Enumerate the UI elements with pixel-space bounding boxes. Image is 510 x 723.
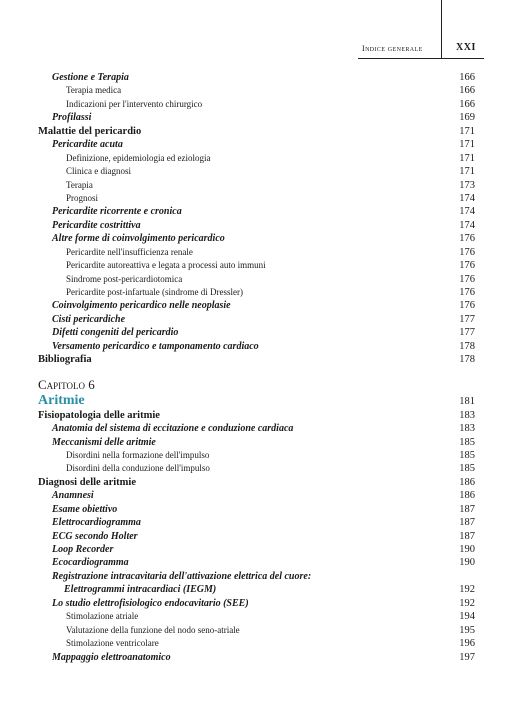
toc-entry[interactable] xyxy=(0,353,510,366)
toc-entry[interactable] xyxy=(0,489,510,502)
toc-entry-page: 187 xyxy=(459,517,475,529)
toc-entry-title: Pericardite costrittiva xyxy=(52,219,141,231)
toc-entry-page: 197 xyxy=(459,651,475,663)
toc-entry-title: Bibliografia xyxy=(38,354,92,366)
toc-entry-page: 166 xyxy=(459,85,475,97)
toc-entry-page: 174 xyxy=(459,219,475,231)
toc-entry-title: Malattie del pericardio xyxy=(38,125,142,137)
toc-entry[interactable] xyxy=(0,299,510,312)
toc-entry-page: 190 xyxy=(459,557,475,569)
header-vertical-rule xyxy=(441,0,442,58)
toc-entry[interactable] xyxy=(0,409,510,422)
toc-entry[interactable] xyxy=(0,651,510,664)
toc-entry-title: Mappaggio elettroanatomico xyxy=(52,651,171,663)
toc-entry-page: 196 xyxy=(459,638,475,650)
toc-entry-page: 174 xyxy=(459,192,475,204)
toc-entry-title: Clinica e diagnosi xyxy=(66,166,131,177)
toc-entry-title: Lo studio elettrofisiologico endocavitario (SEE) xyxy=(52,597,249,609)
toc-entry-title: Diagnosi delle aritmie xyxy=(38,476,136,488)
toc-entry-page: 192 xyxy=(459,584,475,596)
toc-entry-title: Disordini della conduzione dell'impulso xyxy=(66,463,210,474)
toc-entry-page: 183 xyxy=(459,423,475,435)
toc-entry[interactable] xyxy=(0,610,510,623)
toc-entry-title: Valutazione della funzione del nodo seno-atriale xyxy=(66,624,240,635)
toc-entry[interactable] xyxy=(0,98,510,111)
toc-section-aritmie xyxy=(0,409,510,664)
toc-entry-page: 176 xyxy=(459,246,475,258)
toc-entry[interactable] xyxy=(0,84,510,97)
toc-entry[interactable] xyxy=(0,556,510,569)
toc-entry-page: 187 xyxy=(459,530,475,542)
toc-entry[interactable] xyxy=(0,179,510,192)
toc-entry[interactable] xyxy=(0,165,510,178)
toc-entry-title: Terapia medica xyxy=(66,85,122,96)
toc-entry-page: 190 xyxy=(459,544,475,555)
toc-entry-page: 185 xyxy=(459,463,475,475)
chapter-spacer xyxy=(0,367,510,377)
toc-entry[interactable] xyxy=(0,138,510,151)
toc-entry[interactable] xyxy=(0,273,510,286)
toc-entry[interactable] xyxy=(0,637,510,650)
toc-entry-page: 166 xyxy=(459,98,475,110)
running-header-page-number: XXI xyxy=(456,42,476,53)
toc-entry-page: 178 xyxy=(459,354,475,366)
toc-entry-title: Cisti pericardiche xyxy=(52,313,126,325)
toc-entry-title: Indicazioni per l'intervento chirurgico xyxy=(66,98,203,109)
toc-entry-title: Esame obiettivo xyxy=(52,503,118,515)
toc-entry[interactable] xyxy=(0,232,510,245)
toc-entry-page: 169 xyxy=(459,112,475,124)
toc-entry-page: 186 xyxy=(459,490,475,502)
toc-entry-title: Loop Recorder xyxy=(52,544,114,555)
toc-entry-title: Definizione, epidemiologia ed eziologia xyxy=(66,152,211,163)
toc-entry-page: 176 xyxy=(459,300,475,312)
toc-entry-page: 171 xyxy=(459,125,475,137)
toc-entry[interactable] xyxy=(0,259,510,272)
toc-entry-page: 192 xyxy=(459,597,475,609)
toc-entry-title: Pericardite acuta xyxy=(52,139,123,151)
toc-entry[interactable] xyxy=(0,286,510,299)
toc-entry[interactable] xyxy=(0,246,510,259)
chapter-title-row[interactable] xyxy=(0,393,510,409)
toc-entry-title: Pericardite post-infartuale (sindrome di Dressler) xyxy=(66,287,243,297)
table-of-contents xyxy=(0,71,510,664)
toc-entry[interactable] xyxy=(0,516,510,529)
toc-entry-title: Versamento pericardico e tamponamento cardiaco xyxy=(52,340,259,352)
toc-entry[interactable] xyxy=(0,205,510,218)
toc-entry-page: 185 xyxy=(459,436,475,448)
toc-entry[interactable] xyxy=(0,530,510,543)
chapter-page-number: 181 xyxy=(459,395,475,407)
toc-entry-page: 186 xyxy=(459,476,475,488)
toc-entry-page: 187 xyxy=(459,503,475,515)
toc-entry[interactable] xyxy=(0,570,510,583)
toc-entry-title: Fisiopatologia delle aritmie xyxy=(38,409,160,421)
toc-entry[interactable] xyxy=(0,111,510,124)
toc-entry[interactable] xyxy=(0,340,510,353)
toc-entry-page: 185 xyxy=(459,449,475,461)
toc-entry-title: Terapia xyxy=(66,179,93,190)
toc-entry-title: Altre forme di coinvolgimento pericardico xyxy=(52,233,225,245)
toc-entry-page: 194 xyxy=(459,611,475,623)
toc-entry-title: Sindrome post-pericardiotomica xyxy=(66,273,183,284)
toc-entry-title: Anamnesi xyxy=(52,490,94,502)
toc-entry-title: Disordini nella formazione dell'impulso xyxy=(66,449,210,460)
chapter-title: Aritmie xyxy=(38,392,85,408)
toc-entry-page: 176 xyxy=(459,233,475,245)
toc-entry[interactable] xyxy=(0,436,510,449)
toc-entry-page: 177 xyxy=(459,313,475,325)
toc-entry[interactable] xyxy=(0,192,510,205)
toc-entry-page: 171 xyxy=(459,139,475,151)
toc-entry[interactable] xyxy=(0,71,510,84)
toc-entry[interactable] xyxy=(0,624,510,637)
toc-entry-page: 174 xyxy=(459,206,475,218)
toc-entry-title: Elettrogrammi intracardiaci (IEGM) xyxy=(64,584,217,596)
toc-entry[interactable] xyxy=(0,543,510,556)
toc-entry[interactable] xyxy=(0,313,510,326)
toc-entry-title: Registrazione intracavitaria dell'attivazione elettrica del cuore: xyxy=(52,570,312,582)
toc-entry[interactable] xyxy=(0,152,510,165)
toc-entry[interactable] xyxy=(0,597,510,610)
toc-entry-title: Difetti congeniti del pericardio xyxy=(52,327,179,339)
chapter-label: Capitolo 6 xyxy=(38,376,95,392)
toc-entry-title: Profilassi xyxy=(52,112,92,124)
toc-entry-page: 178 xyxy=(459,340,475,352)
toc-entry-page: 176 xyxy=(459,287,475,298)
header-horizontal-rule xyxy=(358,58,484,59)
toc-entry-page: 171 xyxy=(459,166,475,178)
toc-entry-title: Stimolazione atriale xyxy=(66,611,139,622)
toc-entry-title: Pericardite nell'insufficienza renale xyxy=(66,246,193,257)
toc-entry[interactable] xyxy=(0,422,510,435)
toc-entry-title: Stimolazione ventricolare xyxy=(66,638,159,649)
toc-entry-title: Pericardite autoreattiva e legata a processi auto immuni xyxy=(66,260,266,271)
toc-entry-title: Elettrocardiogramma xyxy=(52,517,141,529)
toc-entry[interactable] xyxy=(0,476,510,489)
toc-entry[interactable] xyxy=(0,219,510,232)
toc-entry-page: 171 xyxy=(459,152,475,164)
chapter-heading xyxy=(0,377,510,393)
toc-entry[interactable] xyxy=(0,326,510,339)
toc-entry[interactable] xyxy=(0,449,510,462)
toc-entry[interactable] xyxy=(0,503,510,516)
toc-entry-title: ECG secondo Holter xyxy=(52,530,138,542)
toc-entry-page: 176 xyxy=(459,260,475,272)
toc-entry-page: 177 xyxy=(459,327,475,339)
toc-entry[interactable] xyxy=(0,583,510,596)
toc-entry-page: 195 xyxy=(459,624,475,636)
toc-entry[interactable] xyxy=(0,125,510,138)
toc-entry-page: 183 xyxy=(459,409,475,421)
running-header-title: Indice generale xyxy=(362,44,423,53)
toc-entry-title: Gestione e Terapia xyxy=(52,72,129,83)
toc-entry-title: Prognosi xyxy=(66,192,99,203)
toc-entry[interactable] xyxy=(0,462,510,475)
toc-entry-title: Meccanismi delle aritmie xyxy=(52,436,156,448)
toc-entry-page: 173 xyxy=(459,179,475,191)
toc-entry-title: Anatomia del sistema di eccitazione e conduzione cardiaca xyxy=(52,423,294,435)
toc-entry-title: Pericardite ricorrente e cronica xyxy=(52,206,182,218)
toc-entry-page: 166 xyxy=(459,72,475,83)
toc-entry-title: Coinvolgimento pericardico nelle neoplasie xyxy=(52,300,231,312)
toc-entry-page: 176 xyxy=(459,273,475,285)
toc-section-pericardio xyxy=(0,71,510,367)
toc-entry-title: Ecocardiogramma xyxy=(52,557,129,569)
